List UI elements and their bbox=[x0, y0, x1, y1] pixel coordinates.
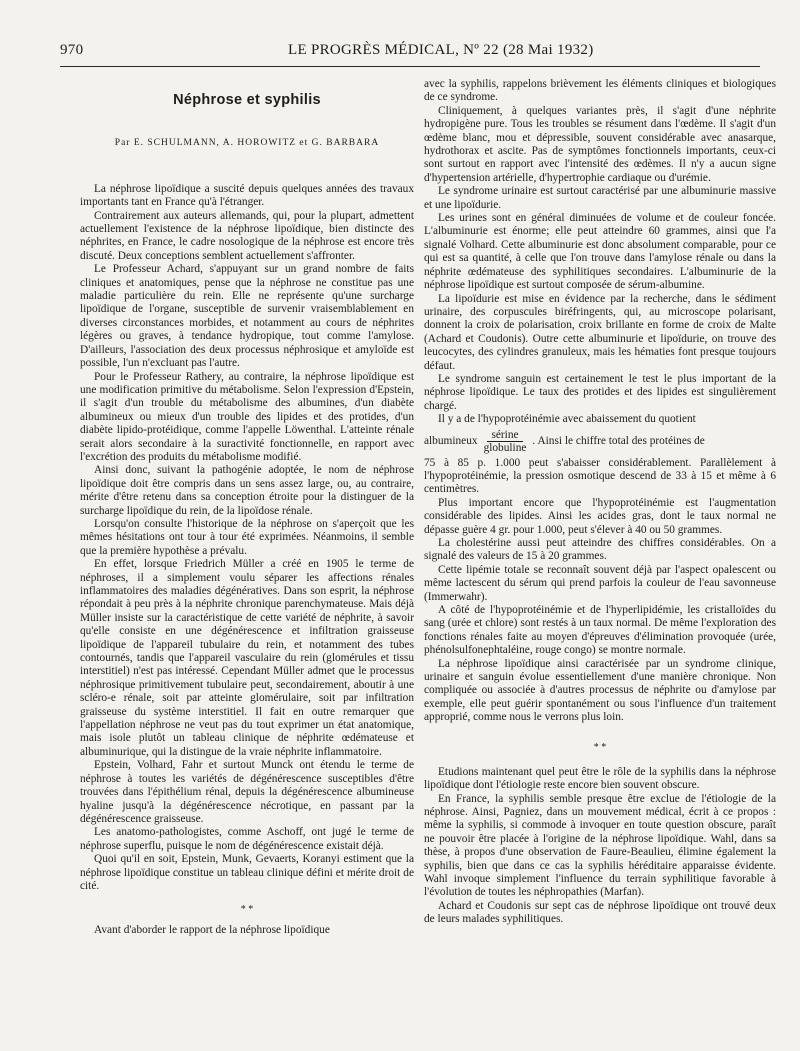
paragraph: Quoi qu'il en soit, Epstein, Munk, Gevaerts, Koranyi estiment que la néphrose lipoïdique constitue un tableau clinique défini et mérite droit de cité. bbox=[80, 853, 414, 892]
right-column bbox=[424, 78, 776, 927]
paragraph: La néphrose lipoïdique ainsi caractérisée par un syndrome clinique, urinaire et sanguin évolue essentiellement d'une manière chronique. Non compliquée ou associée à d'autres processus de néphrite ou d'amylose par exemple, elle peut guérir spontanément ou sous l'influence d'un traitement approprié, comme nous le verrons plus loin. bbox=[424, 657, 776, 724]
paragraph: Ainsi donc, suivant la pathogénie adoptée, le nom de néphrose lipoïdique doit être compris dans un sens assez large, ou, au contraire, mérite d'être retenu dans sa conception étroite pour la distinguer de la surcharge lipoïdique du rein, de la lipoïdose rénale. bbox=[80, 464, 414, 517]
paragraph: La cholestérine aussi peut atteindre des chiffres considérables. On a signalé des valeurs de 15 à 20 grammes. bbox=[424, 537, 776, 563]
paragraph: Contrairement aux auteurs allemands, qui, pour la plupart, admettent actuellement l'existence de la néphrose lipoïdique, bien distincte des néphrites, en France, le cadre nosologique de la néphrose est encore très discuté. Deux conceptions semblent actuellement s'affronter. bbox=[80, 209, 414, 262]
spacer bbox=[80, 151, 414, 183]
paragraph: avec la syphilis, rappelons brièvement les éléments cliniques et biologiques de ce syndrome. bbox=[424, 78, 776, 104]
paragraph: Les urines sont en général diminuées de volume et de couleur foncée. L'albuminurie est énorme; elle peut atteindre 60 grammes, ainsi que l'a signalé Volhard. Cette albuminurie est donc absolument comparable, pour ce qui est sa quantité, à celle que l'on trouve dans l'amylose rénale ou dans la néphrite œdémateuse des syphilitiques secondaires. L'albuminurie de la néphrose lipoïdique est surtout composée de sérum-albumine. bbox=[424, 212, 776, 292]
paragraph: Etudions maintenant quel peut être le rôle de la syphilis dans la néphrose lipoïdique dont l'étiologie reste encore bien souvent obscure. bbox=[424, 765, 776, 792]
paragraph: Le syndrome urinaire est surtout caractérisé par une albuminurie massive et une lipoïdurie. bbox=[424, 185, 776, 211]
journal-title: LE PROGRÈS MÉDICAL, Nº 22 (28 Mai 1932) bbox=[288, 42, 594, 58]
running-header bbox=[60, 42, 760, 64]
section-separator-right: * * bbox=[593, 741, 607, 753]
right-paragraphs-before bbox=[424, 78, 776, 427]
fraction bbox=[484, 429, 527, 455]
section-separator: * * bbox=[240, 904, 254, 916]
article-byline: Par E. SCHULMANN, A. HOROWITZ et G. BARBARA bbox=[114, 138, 380, 149]
paragraph: En France, la syphilis semble presque être exclue de l'étiologie de la néphrose. Ainsi, Pagniez, dans un mouvement médical, écrit à ce propos : même la syphilis, si commode à invoquer en toute question obscure, paraît ne pouvoir être placée à l'origine de la néphrose lipoïdique. Wahl, dans sa thèse, à propos d'une observation de Faure-Beaulieu, élimine également la syphilis, bien que dans ce cas la syphilis héréditaire apparaisse évidente. Wahl invoque simplement l'influence du terrain syphilitique favorable à l'évolution de toutes les néphropathies (Marfan). bbox=[424, 792, 776, 899]
left-paragraphs bbox=[80, 183, 414, 894]
paragraph: Lorsqu'on consulte l'historique de la néphrose on s'aperçoit que les mêmes hésitations ont tour à tour été exprimées. Néanmoins, il semble que la première hypothèse a prévalu. bbox=[80, 517, 414, 557]
right-paragraphs-after bbox=[424, 457, 776, 725]
left-column bbox=[80, 80, 414, 938]
quotient-formula bbox=[424, 427, 776, 457]
formula-prefix: albumineux bbox=[424, 434, 478, 447]
paragraph: Cliniquement, à quelques variantes près, il s'agit d'une néphrite hydropigène pure. Tous les troubles se résument dans l'œdème. Il s'agit d'un œdème blanc, mou et dépressible, souvent considérable avec anasarque, hydrothorax et ascite. Pas de symptômes fonctionnels importants, ceux-ci sont surtout en rapport avec l'intensité des œdèmes. Il n'y a aucun signe d'hypertension artérielle, d'hypertrophie cardiaque ou d'urémie. bbox=[424, 104, 776, 184]
paragraph: En effet, lorsque Friedrich Müller a créé en 1905 le terme de néphroses, il a simplement voulu séparer les affections rénales inflammatoires des maladies dégénératives. Dans son esprit, la néphrose répondait à peu près à la néphrite chronique parenchymateuse. Mais déjà Müller insiste sur la caractéristique de cette variété de néphrite, à savoir qu'elle consiste en une dégénérescence et infiltration graisseuse lipoïdique de l'appareil tubulaire du rein, et notamment des tubes contournés, tandis que l'appareil vasculaire du rein (glomérules et tissu interstitiel) n'est pas intéressé. Cependant Müller admet que le processus néphrosique primitivement tubulaire peut, secondairement, aboutir à une scléro-e rénale, soit par atteinte glomérulaire, soit par infiltration graisseuse du système interstitiel. Il fait en outre remarquer que l'appellation néphrose ne veut pas du tout exprimer un état anatomique, mais isole plutôt un tableau clinique de néphrite œdémateuse et albuminurique, qui la distingue de la vraie néphrite inflammatoire. bbox=[80, 558, 414, 758]
fraction-numerator: sérine bbox=[487, 429, 522, 442]
paragraph: Le Professeur Achard, s'appuyant sur un grand nombre de faits cliniques et anatomiques, pense que la néphrose ne constitue pas une maladie particulière du rein. Elle ne représente qu'une surcharge lipoïdique de l'organe, susceptible de survenir vraisemblablement en diverses circonstances morbides, et notamment au cours de néphrites légères ou graves, à tendance hydropique, tout comme l'amylose. D'ailleurs, l'association des deux processus néphrosique et amyloïde est possible, l'un n'excluant pas l'autre. bbox=[80, 263, 414, 370]
paragraph: Les anatomo-pathologistes, comme Aschoff, ont jugé le terme de néphrose superflu, puisque le nom de dégénérescence existait déjà. bbox=[80, 826, 414, 852]
header-rule bbox=[60, 66, 760, 67]
closing-line: Avant d'aborder le rapport de la néphrose lipoïdique bbox=[94, 924, 330, 937]
paragraph: Plus important encore que l'hypoprotéinémie est l'augmentation considérable des lipides. Ainsi les acides gras, dont le taux normal ne dépasse guère 4 gr. pour 1.000, peut s'élever à 40 ou 50 grammes. bbox=[424, 496, 776, 536]
article-title: Néphrose et syphilis bbox=[173, 92, 321, 108]
paragraph: Il y a de l'hypoprotéinémie avec abaissement du quotient bbox=[438, 413, 696, 426]
paragraph: Pour le Professeur Rathery, au contraire, la néphrose lipoïdique est une modification primitive du métabolisme. Selon l'expression d'Epstein, il s'agit d'un trouble du métabolisme des albumines, d'un diabète albumineux ou mieux d'un trouble des lipides et des protides, d'un diabète lipido-protéidique, comme l'appelle Löwenthal. L'atteinte rénale serait alors secondaire à la suractivité fonctionnelle, en rapport avec l'excrétion des produits du métabolisme modifié. bbox=[80, 370, 414, 463]
paragraph: Achard et Coudonis sur sept cas de néphrose lipoïdique ont trouvé deux de leurs malades syphilitiques. bbox=[424, 899, 776, 926]
formula-suffix: . Ainsi le chiffre total des protéines de bbox=[532, 434, 705, 447]
fraction-denominator: globuline bbox=[483, 441, 527, 454]
paragraph: Le syndrome sanguin est certainement le test le plus important de la néphrose lipoïdique. Le taux des protides et des lipides est singulièrement chargé. bbox=[424, 372, 776, 412]
page-number: 970 bbox=[60, 42, 84, 58]
paragraph: La lipoïdurie est mise en évidence par la recherche, dans le sédiment urinaire, des corpuscules biréfringents, qui, au microscope polarisant, donnent la croix de polarisation, croix brillante en forme de croix de Malte (Achard et Coudonis). Outre cette albuminurie et lipoïdurie, on trouve des leucocytes, des cylindres granuleux, mais les hématies font presque toujours défaut. bbox=[424, 292, 776, 372]
right-paragraphs-end bbox=[424, 766, 776, 927]
paragraph: Cette lipémie totale se reconnaît souvent déjà par l'aspect opalescent ou même lactescent du sérum qui prend parfois la couleur de l'eau savonneuse (Immerwahr). bbox=[424, 563, 776, 603]
paragraph: La néphrose lipoïdique a suscité depuis quelques années des travaux importants tant en France qu'à l'étranger. bbox=[80, 182, 414, 209]
paragraph: 75 à 85 p. 1.000 peut s'abaisser considérablement. Parallèlement à l'hypoprotéinémie, la pression osmotique descend de 33 à 15 et même à 6 centimètres. bbox=[424, 456, 776, 496]
paragraph: Epstein, Volhard, Fahr et surtout Munck ont étendu le terme de néphrose à toutes les variétés de dégénérescence susceptibles d'être trouvées dans l'épithélium rénal, depuis la dégénérescence albumineuse hyaline jusqu'à la dégénérescence nécrotique, en passant par la dégénérescence graisseuse. bbox=[80, 759, 414, 825]
paragraph: A côté de l'hypoprotéinémie et de l'hyperlipidémie, les cristalloïdes du sang (urée et chlore) sont restés à un taux normal. De même l'exploration des fonctions rénales faite au moyen d'épreuves d'élimination provoquée (urée, phénolsulfonephtaléine, rouge congo) se montre normale. bbox=[424, 604, 776, 657]
